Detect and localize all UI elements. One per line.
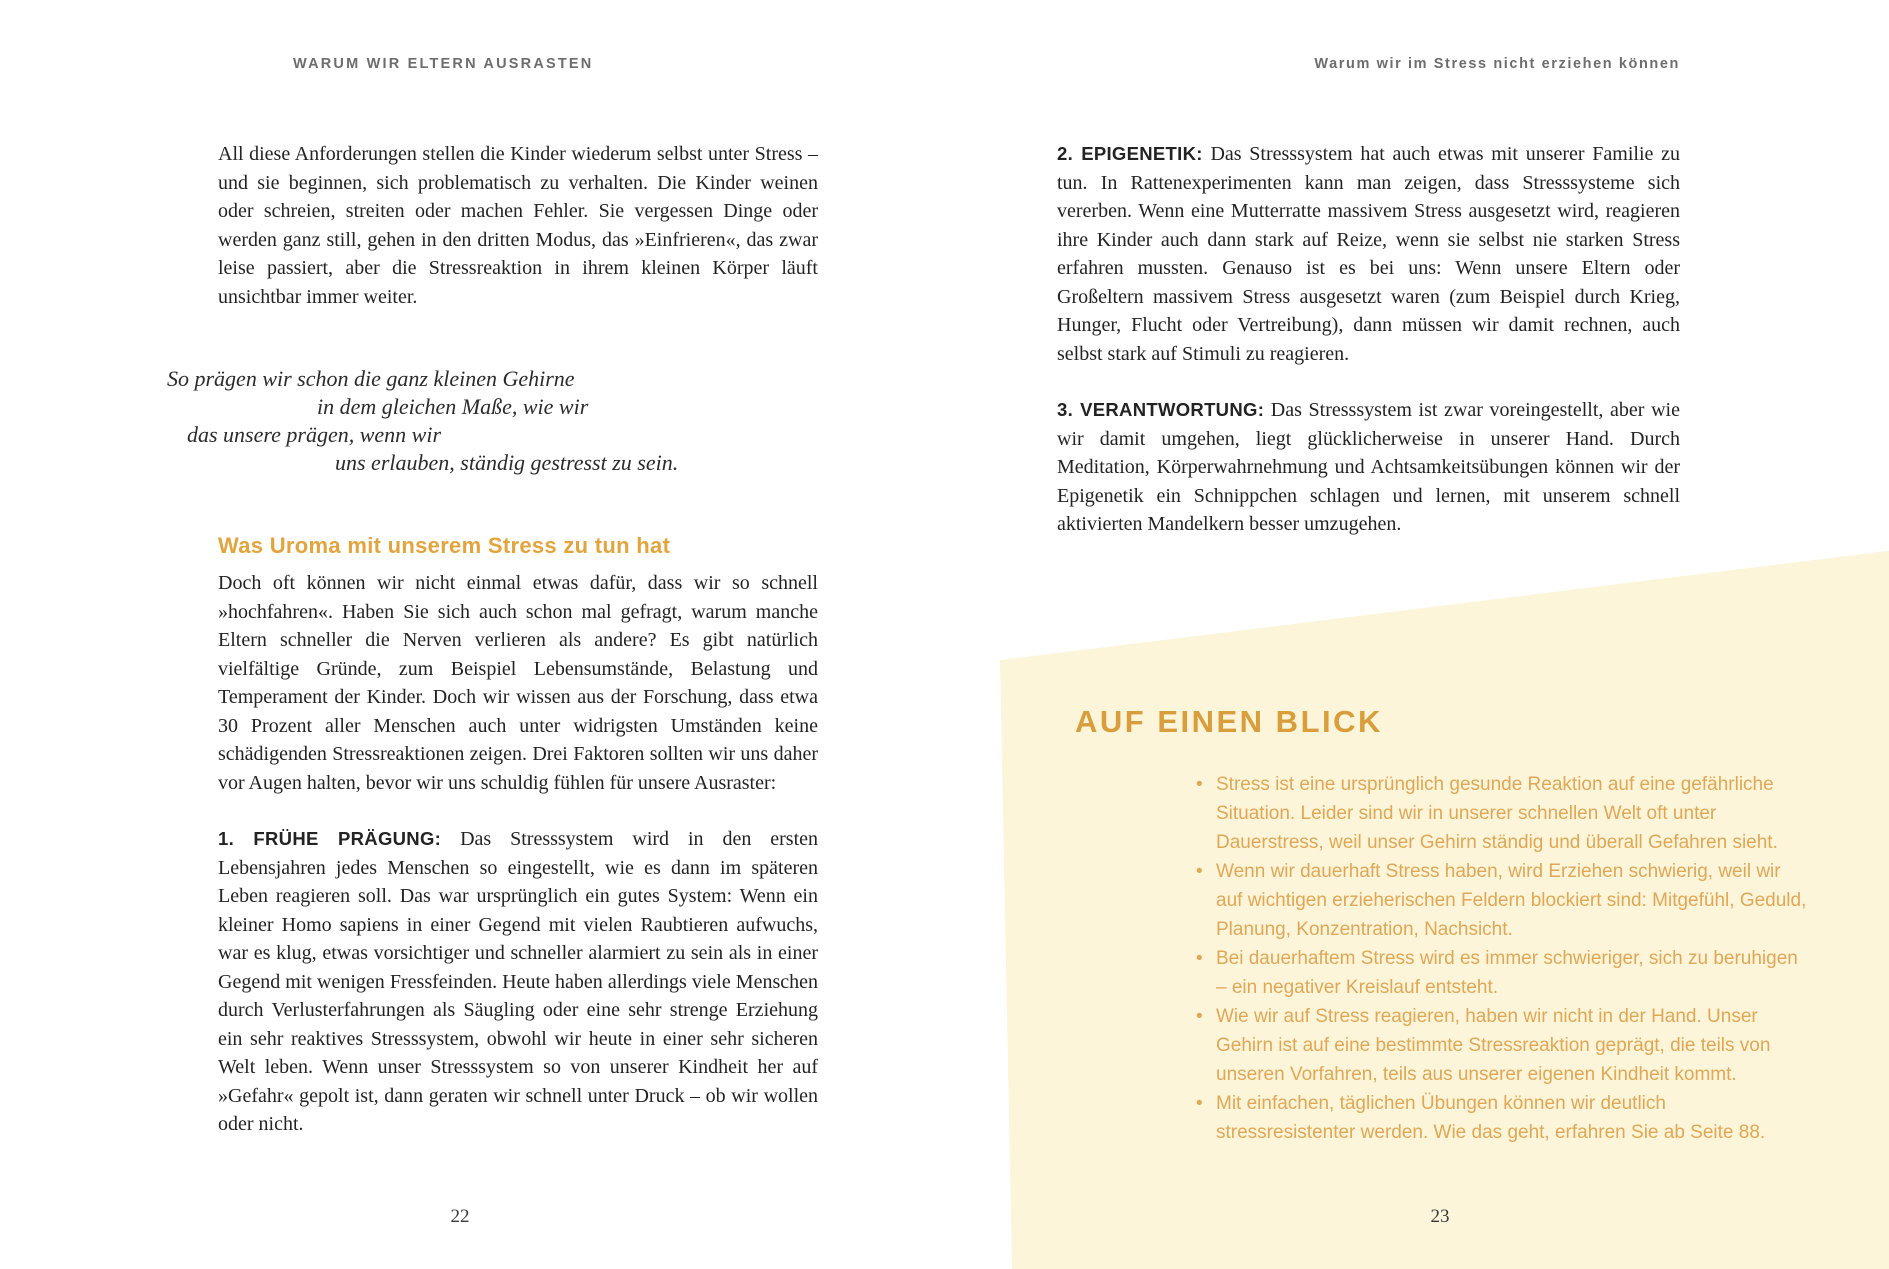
left-paragraph-2: Doch oft können wir nicht einmal etwas dafür, dass wir so schnell »hochfahren«. Haben Sie sich auch schon mal gefragt, warum manche Eltern schneller die Nerven verlieren als andere? Es gibt natürlich vielfältige Gründe, zum Beispiel Lebensumstände, Belastung und Temperament der Kinder. Doch wir wissen aus der Forschung, dass etwa 30 Prozent aller Menschen auch unter widrigsten Umständen keine schädigenden Stressreaktionen zeigen. Drei Faktoren sollten wir uns daher vor Augen halten, bevor wir uns schuldig fühlen für unsere Ausraster:	[218, 572, 818, 794]
summary-bullet-list	[1196, 770, 1808, 1147]
summary-bullet: • Bei dauerhaftem Stress wird es immer schwieriger, sich zu beruhigen – ein negativer Kreislauf entsteht.	[1196, 944, 1808, 1002]
summary-bullet: • Stress ist eine ursprünglich gesunde Reaktion auf eine gefährliche Situation. Leider sind wir in unserer schnellen Welt oft unter Dauerstress, weil unser Gehirn ständig und überall Gefahren sieht.	[1196, 770, 1808, 857]
running-head-left: WARUM WIR ELTERN AUSRASTEN	[293, 56, 594, 72]
numbered-text-2: Das Stresssystem hat auch etwas mit unserer Familie zu tun. In Rattenexperimenten kann man zeigen, dass Stresssysteme sich vererben. Wenn eine Mutterratte massivem Stress ausgesetzt wird, reagieren ihre Kinder auch dann stark auf Reize, wenn sie selbst nie starken Stress erfahren mussten. Genauso ist es bei uns: Wenn unsere Eltern oder Großeltern massivem Stress ausgesetzt waren (zum Beispiel durch Krieg, Hunger, Flucht oder Vertreibung), dann müssen wir damit rechnen, auch selbst stark auf Stimuli zu reagieren.	[1057, 143, 1680, 365]
numbered-text-3: Das Stresssystem ist zwar voreingestellt, aber wie wir damit umgehen, liegt glücklicherweise in unserer Hand. Durch Meditation, Körperwahrnehmung und Achtsamkeitsübungen können wir der Epigenetik ein Schnippchen schlagen und lernen, mit unserem schnell aktivierten Mandelkern besser umzugehen.	[1057, 399, 1680, 535]
right-page-column	[1057, 140, 1680, 539]
left-paragraph-1: All diese Anforderungen stellen die Kinder wiederum selbst unter Stress – und sie beginnen, sich problematisch zu verhalten. Die Kinder weinen oder schreien, streiten oder machen Fehler. Sie vergessen Dinge oder werden ganz still, gehen in den dritten Modus, das »Einfrieren«, das zwar leise passiert, aber die Stressreaktion in ihrem kleinen Körper läuft unsichtbar immer weiter.	[218, 143, 818, 308]
pull-quote-line: das unsere prägen, wenn wir	[187, 422, 442, 447]
summary-bullet: • Wie wir auf Stress reagieren, haben wir nicht in der Hand. Unser Gehirn ist auf eine bestimmte Stressreaktion geprägt, die teils von unseren Vorfahren, teils aus unserer eigenen Kindheit kommt.	[1196, 1002, 1808, 1089]
numbered-lead-3: 3. VERANTWORTUNG:	[1057, 399, 1265, 420]
pull-quote-line: in dem gleichen Maße, wie wir	[317, 394, 589, 419]
pull-quote-line: So prägen wir schon die ganz kleinen Gehirne	[167, 366, 575, 391]
pull-quote	[167, 365, 818, 477]
page-number-right: 23	[1430, 1206, 1450, 1227]
summary-bullet: • Mit einfachen, täglichen Übungen können wir deutlich stressresistenter werden. Wie das geht, erfahren Sie ab Seite 88.	[1196, 1089, 1808, 1147]
running-head-right: Warum wir im Stress nicht erziehen können	[1314, 56, 1680, 72]
numbered-lead-2: 2. EPIGENETIK:	[1057, 143, 1203, 164]
left-numbered-paragraph-1	[218, 825, 818, 1139]
page-number-left: 22	[450, 1206, 470, 1227]
numbered-lead-1: 1. FRÜHE PRÄGUNG:	[218, 828, 442, 849]
section-heading: Was Uroma mit unserem Stress zu tun hat	[218, 533, 671, 558]
right-numbered-paragraph-2	[1057, 140, 1680, 368]
numbered-text-1: Das Stresssystem wird in den ersten Lebensjahren jedes Menschen so eingestellt, wie es dann im späteren Leben reagieren soll. Das war ursprünglich ein gutes System: Wenn ein kleiner Homo sapiens in einer Gegend mit vielen Raubtieren aufwuchs, war es klug, etwas vorsichtiger und schneller alarmiert zu sein als in einer Gegend mit wenigen Fressfeinden. Heute haben allerdings viele Menschen durch Verlusterfahrungen als Säugling oder eine sehr strenge Erziehung ein sehr reaktives Stresssystem, obwohl wir heute in einer sehr sicheren Welt leben. Wenn unser Stresssystem so von unserer Kindheit her auf »Gefahr« gepolt ist, dann geraten wir schnell unter Druck – ob wir wollen oder nicht.	[218, 828, 819, 1135]
right-numbered-paragraph-3	[1057, 396, 1680, 539]
pull-quote-line: uns erlauben, ständig gestresst zu sein.	[335, 450, 679, 475]
left-page-column	[167, 140, 819, 1139]
summary-bullet: • Wenn wir dauerhaft Stress haben, wird Erziehen schwierig, weil wir auf wichtigen erzieherischen Feldern blockiert sind: Mitgefühl, Geduld, Planung, Konzentration, Nachsicht.	[1196, 857, 1808, 944]
summary-box-title: AUF EINEN BLICK	[1075, 704, 1383, 739]
